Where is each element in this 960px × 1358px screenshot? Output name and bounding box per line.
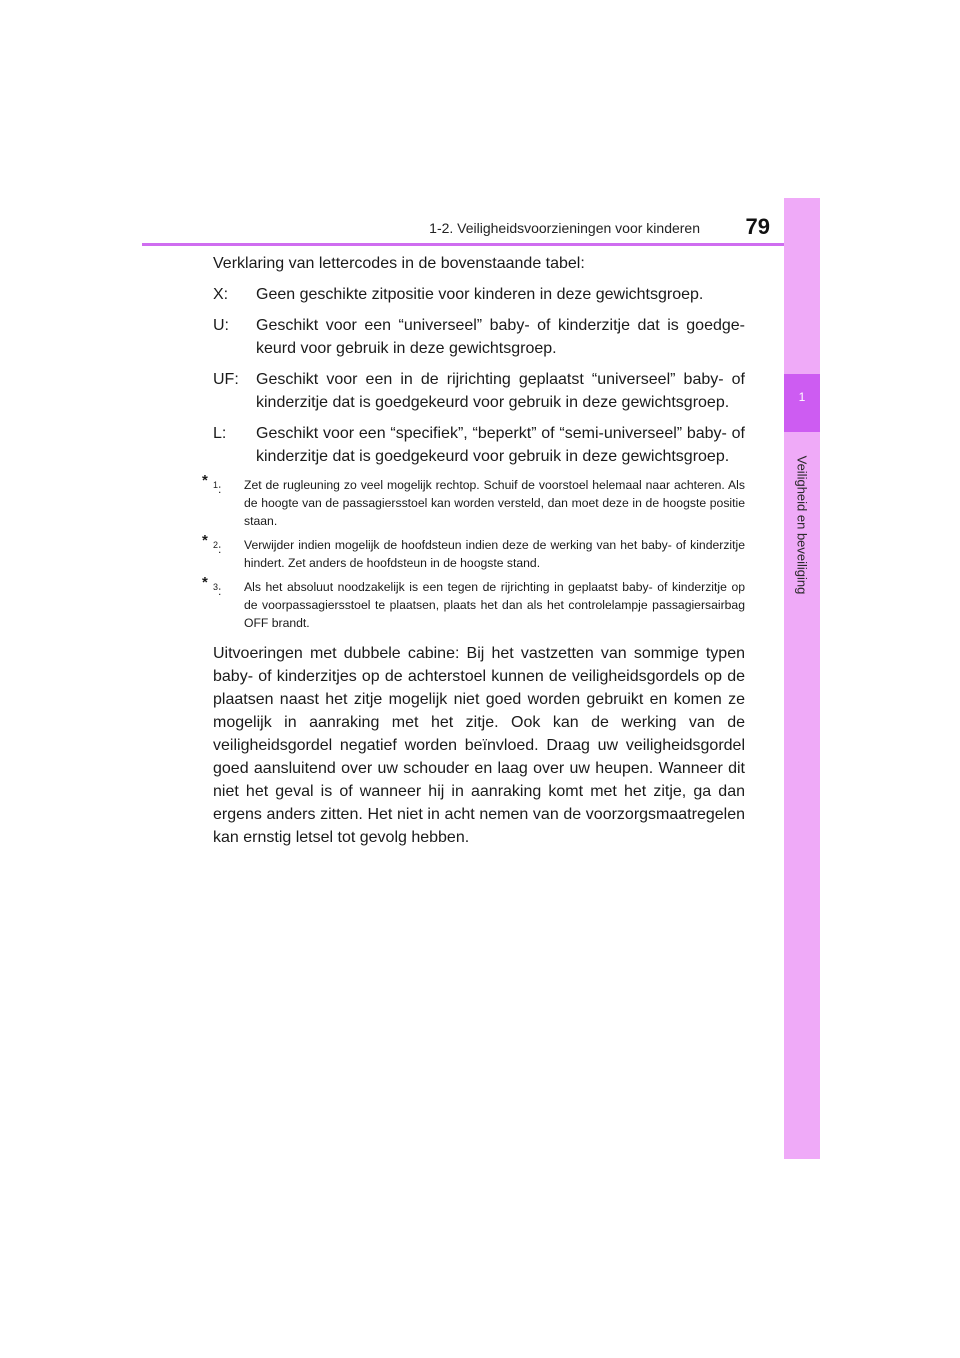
footnote-3 bbox=[202, 574, 745, 632]
definition-code: U: bbox=[213, 317, 229, 334]
footnote-number: $^1$: bbox=[213, 480, 222, 496]
double-cabin-paragraph: Uitvoeringen met dubbele cabine: Bij het vastzetten van sommige typen baby- of kinderzitjes op de achterstoel kunnen de veiligheidsgordels op de plaatsen naast het zitje mogelijk niet goed worden gebruikt en komen ze mogelijk in aanraking met het zitje. Ook kan de werking van de veiligheidsgordel negatief worden beïnvloed. Draag uw veiligheidsgordel goed aansluitend over uw schouder en laag over uw heupen. Wanneer dit niet het geval is of wanneer hij in aanraking komt met het zitje, ga dan ergens anders zitten. Het niet in acht nemen van de voorzorgsmaatregelen kan ernstig letsel tot gevolg hebben. bbox=[213, 645, 745, 846]
definition-text: Geschikt voor een in de rijrichting geplaatst “universeel” baby- of kinderzitje dat is goedgekeurd voor gebruik in deze gewichtsgroep. bbox=[256, 371, 745, 411]
footnote-1 bbox=[202, 472, 745, 530]
header-rule bbox=[142, 243, 820, 246]
footnote-number: $^3$: bbox=[213, 582, 222, 598]
definition-x bbox=[213, 283, 745, 306]
definition-code: L: bbox=[213, 425, 227, 442]
footnote-text: Zet de rugleuning zo veel mogelijk rechtop. Schuif de voorstoel helemaal naar achteren. Als de hoogte van de passagiersstoel kan worden versteld, dan moet deze in de hoogste positie staan. bbox=[244, 478, 745, 528]
footnote-text: Als het absoluut noodzakelijk is een tegen de rijrichting in geplaatst baby- of kinderzitje op de voorpassagiersstoel te plaatsen, plaats het dan als het controlelampje passagiersairbag OFF brandt. bbox=[244, 580, 745, 630]
definition-uf bbox=[213, 368, 745, 414]
chapter-number: 1 bbox=[798, 390, 806, 404]
code-definitions bbox=[213, 283, 745, 468]
definition-l bbox=[213, 422, 745, 468]
definition-u bbox=[213, 314, 745, 360]
legend-intro: Verklaring van lettercodes in de bovenstaande tabel: bbox=[213, 255, 585, 272]
definition-text: Geen geschikte zitpositie voor kinderen in deze gewichtsgroep. bbox=[256, 286, 704, 303]
footnote-2 bbox=[202, 532, 745, 572]
page-number: 79 bbox=[745, 214, 770, 239]
definition-code: UF: bbox=[213, 371, 239, 388]
footnote-sup: 2 bbox=[213, 540, 219, 550]
section-title: 1-2. Veiligheidsvoorzieningen voor kinderen bbox=[429, 220, 700, 236]
definition-code: X: bbox=[213, 286, 229, 303]
footnote-asterisk: * bbox=[202, 532, 208, 549]
footnote-asterisk: * bbox=[202, 472, 208, 489]
chapter-side-tab[interactable] bbox=[784, 198, 820, 1159]
footnote-asterisk: * bbox=[202, 574, 208, 591]
footnote-text: Verwijder indien mogelijk de hoofdsteun indien deze de werking van het baby- of kinderzitje hindert. Zet anders de hoofdsteun in de hoogste stand. bbox=[244, 538, 745, 570]
definition-text: Geschikt voor een “universeel” baby- of kinderzitje dat is goedgekeurd voor gebruik in deze gewichtsgroep. bbox=[256, 317, 745, 357]
footnote-sup: 1 bbox=[213, 480, 219, 490]
footnote-number: $^2$: bbox=[213, 540, 222, 556]
chapter-title: Veiligheid en beveiliging bbox=[794, 455, 810, 595]
page-content bbox=[202, 252, 745, 865]
definition-text: Geschikt voor een “specifiek”, “beperkt” of “semi-universeel” baby- of kinderzitje dat is goedgekeurd voor gebruik in deze gewichtsgroep. bbox=[256, 425, 745, 465]
footnote-sup: 3 bbox=[213, 582, 219, 592]
